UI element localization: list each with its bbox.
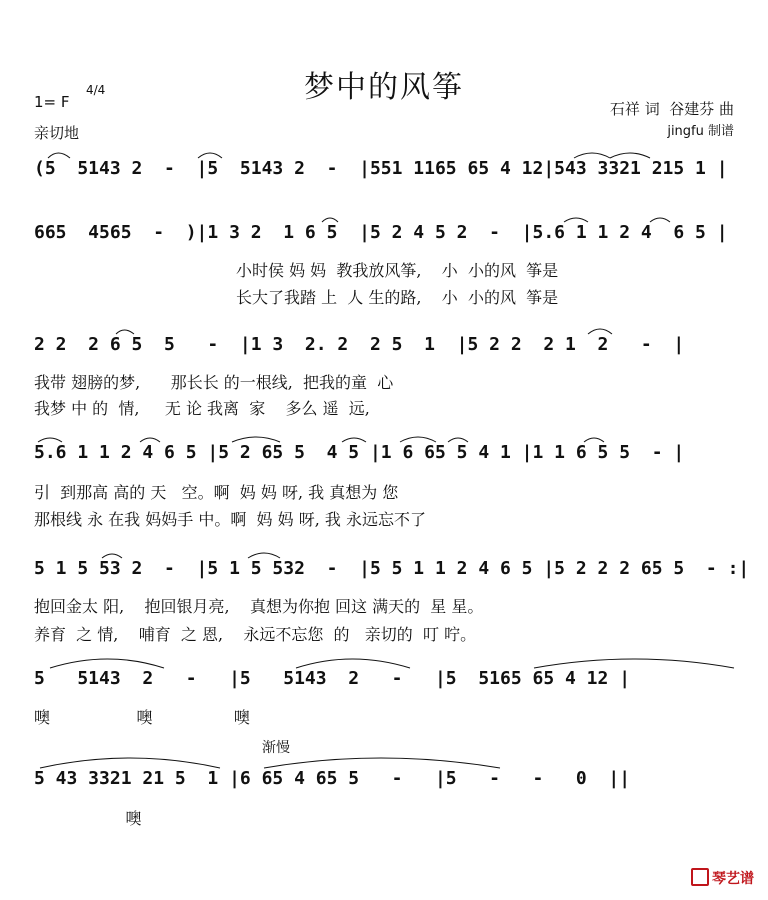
slur-arc: [574, 153, 610, 158]
slur-arc: [140, 438, 160, 442]
notation-line-3: 2 2 2 6 5 5 - |1 3 2. 2 2 5 1 |5 2 2 2 1 2 - |: [34, 334, 685, 355]
lyric-line-2-verse-2: 长大了我踏 上 人 生的路, 小 小的风 筝是: [236, 288, 559, 307]
slur-arc: [610, 153, 650, 158]
slur-arc: [448, 438, 468, 442]
lyric-line-4-verse-1: 引 到那高 高的 天 空。啊 妈 妈 呀, 我 真想为 您: [34, 483, 399, 502]
slur-arc: [232, 437, 280, 442]
lyric-line-3-verse-2: 我梦 中 的 情, 无 论 我离 家 多么 遥 远,: [34, 399, 370, 418]
expression-mark: 亲切地: [34, 124, 80, 142]
credits-composer: 石祥 词 谷建芬 曲: [609, 100, 734, 118]
slur-arc: [248, 553, 280, 558]
slur-arc: [116, 330, 134, 334]
slur-arc: [650, 218, 670, 222]
lyric-line-4-verse-2: 那根线 永 在我 妈妈手 中。啊 妈 妈 呀, 我 永远忘不了: [34, 510, 426, 529]
logo-icon: [691, 868, 709, 886]
site-logo: [681, 852, 754, 888]
lyric-line-6: 噢 噢 噢: [34, 708, 250, 727]
key-signature: 1= F: [34, 93, 70, 111]
slur-arc: [584, 438, 604, 442]
slur-arc: [48, 153, 70, 158]
slur-arc: [534, 659, 734, 668]
lyric-line-7: 噢: [34, 809, 142, 828]
notation-line-7: 5 43 3321 21 5 1 |6 65 4 65 5 - |5 - - 0 ||: [34, 768, 631, 789]
lyric-line-3-verse-1: 我带 翅膀的梦, 那长长 的一根线, 把我的童 心: [34, 373, 394, 392]
slur-arc: [588, 329, 612, 334]
notation-line-5: 5 1 5 53 2 - |5 1 5 532 - |5 5 1 1 2 4 6 5 |5 2 2 2 65 5 - :|: [34, 558, 750, 579]
credits-transcriber: jingfu 制谱: [667, 124, 734, 139]
slur-arc: [40, 758, 220, 768]
slur-arc: [296, 659, 410, 668]
slur-arc: [102, 554, 122, 558]
lyric-line-5-verse-1: 抱回金太 阳, 抱回银月亮, 真想为你抱 回这 满天的 星 星。: [34, 597, 484, 616]
notation-line-6: 5 5143 2 - |5 5143 2 - |5 5165 65 4 12 |: [34, 668, 631, 689]
slur-arc: [38, 438, 62, 442]
lyric-line-2-verse-1: 小时侯 妈 妈 教我放风筝, 小 小的风 筝是: [236, 261, 559, 280]
slur-arc: [50, 659, 164, 668]
tempo-marking: 渐慢: [262, 740, 290, 756]
slur-arc: [264, 758, 500, 768]
notation-line-2: 665 4565 - )|1 3 2 1 6 5 |5 2 4 5 2 - |5.6 1 1 2 4 6 5 |: [34, 222, 728, 243]
slur-arc: [322, 218, 338, 222]
song-title: 梦中的风筝: [304, 70, 464, 105]
time-signature: 4/4: [86, 83, 106, 97]
slur-arc: [400, 437, 436, 442]
lyric-line-5-verse-2: 养育 之 情, 哺育 之 恩, 永远不忘您 的 亲切的 叮 咛。: [34, 625, 477, 644]
slur-arc: [342, 438, 366, 442]
logo-text: 琴艺谱: [712, 871, 754, 887]
notation-line-1: (5 5143 2 - |5 5143 2 - |551 1165 65 4 12|543 3321 215 1 |: [34, 158, 728, 179]
notation-line-4: 5.6 1 1 2 4 6 5 |5 2 65 5 4 5 |1 6 65 5 4 1 |1 1 6 5 5 - |: [34, 442, 685, 463]
slur-arc: [564, 218, 588, 222]
slur-arc: [198, 153, 222, 158]
